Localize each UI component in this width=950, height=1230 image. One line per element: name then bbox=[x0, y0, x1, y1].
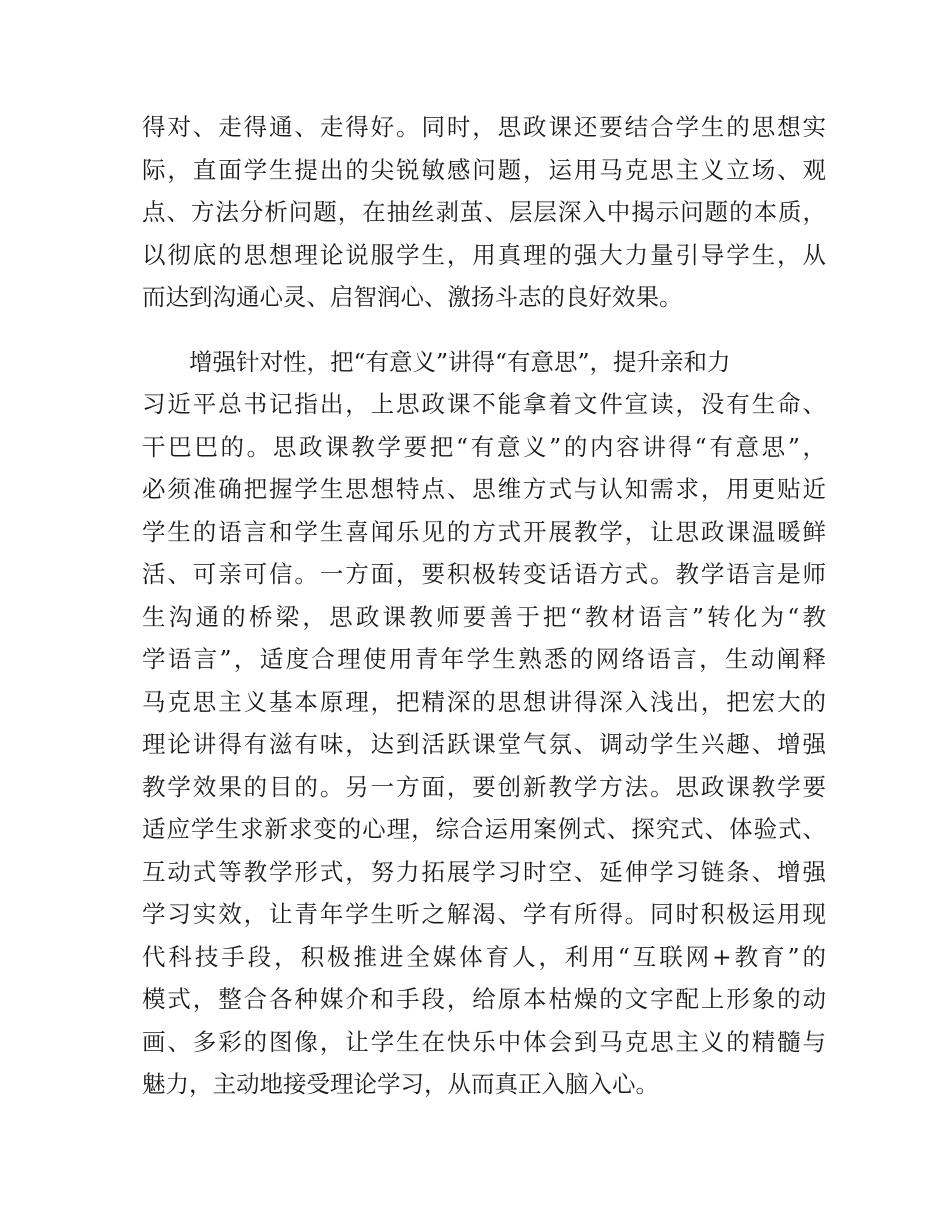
text-line: 理论讲得有滋有味，达到活跃课堂气氛、调动学生兴趣、增强 bbox=[142, 730, 826, 758]
text-line: 干巴巴的。思政课教学要把“有意义”的内容讲得“有意思”， bbox=[142, 432, 826, 461]
text-line: 画、多彩的图像，让学生在快乐中体会到马克思主义的精髓与 bbox=[142, 1027, 826, 1056]
text-line: 而达到沟通心灵、启智润心、激扬斗志的良好效果。 bbox=[142, 283, 683, 311]
text-line: 际，直面学生提出的尖锐敏感问题，运用马克思主义立场、观 bbox=[142, 155, 826, 184]
body-text bbox=[142, 106, 826, 1106]
paragraph-spacer bbox=[142, 319, 826, 341]
text-line: 学习实效，让青年学生听之解渴、学有所得。同时积极运用现 bbox=[142, 900, 826, 928]
text-line: 马克思主义基本原理，把精深的思想讲得深入浅出，把宏大的 bbox=[142, 687, 826, 716]
text-line: 适应学生求新求变的心理，综合运用案例式、探究式、体验式、 bbox=[142, 815, 826, 843]
text-line: 互动式等教学形式，努力拓展学习时空、延伸学习链条、增强 bbox=[142, 857, 826, 886]
text-line: 生沟通的桥梁，思政课教师要善于把“教材语言”转化为“教 bbox=[142, 602, 826, 631]
text-line: 必须准确把握学生思想特点、思维方式与认知需求，用更贴近 bbox=[142, 475, 826, 503]
paragraph-1 bbox=[142, 106, 826, 319]
text-line: 点、方法分析问题，在抽丝剥茧、层层深入中揭示问题的本质， bbox=[142, 198, 826, 226]
text-line: 习近平总书记指出，上思政课不能拿着文件宣读，没有生命、 bbox=[142, 390, 826, 418]
text-line: 代科技手段，积极推进全媒体育人，利用“互联网+教育”的 bbox=[142, 942, 826, 971]
text-line: 魅力，主动地接受理论学习，从而真正入脑入心。 bbox=[142, 1070, 659, 1098]
text-line: 学生的语言和学生喜闻乐见的方式开展教学，让思政课温暖鲜 bbox=[142, 517, 826, 546]
paragraph-2 bbox=[142, 341, 826, 1106]
text-line: 学语言”，适度合理使用青年学生熟悉的网络语言，生动阐释 bbox=[142, 645, 826, 673]
section-heading-line: 增强针对性，把“有意义”讲得“有意思”，提升亲和力 bbox=[142, 347, 731, 376]
text-line: 活、可亲可信。一方面，要积极转变话语方式。教学语言是师 bbox=[142, 560, 826, 588]
text-line: 以彻底的思想理论说服学生，用真理的强大力量引导学生，从 bbox=[142, 240, 826, 269]
text-line: 得对、走得通、走得好。同时，思政课还要结合学生的思想实 bbox=[142, 113, 826, 141]
text-line: 教学效果的目的。另一方面，要创新教学方法。思政课教学要 bbox=[142, 772, 826, 801]
text-line: 模式，整合各种媒介和手段，给原本枯燥的文字配上形象的动 bbox=[142, 985, 826, 1013]
